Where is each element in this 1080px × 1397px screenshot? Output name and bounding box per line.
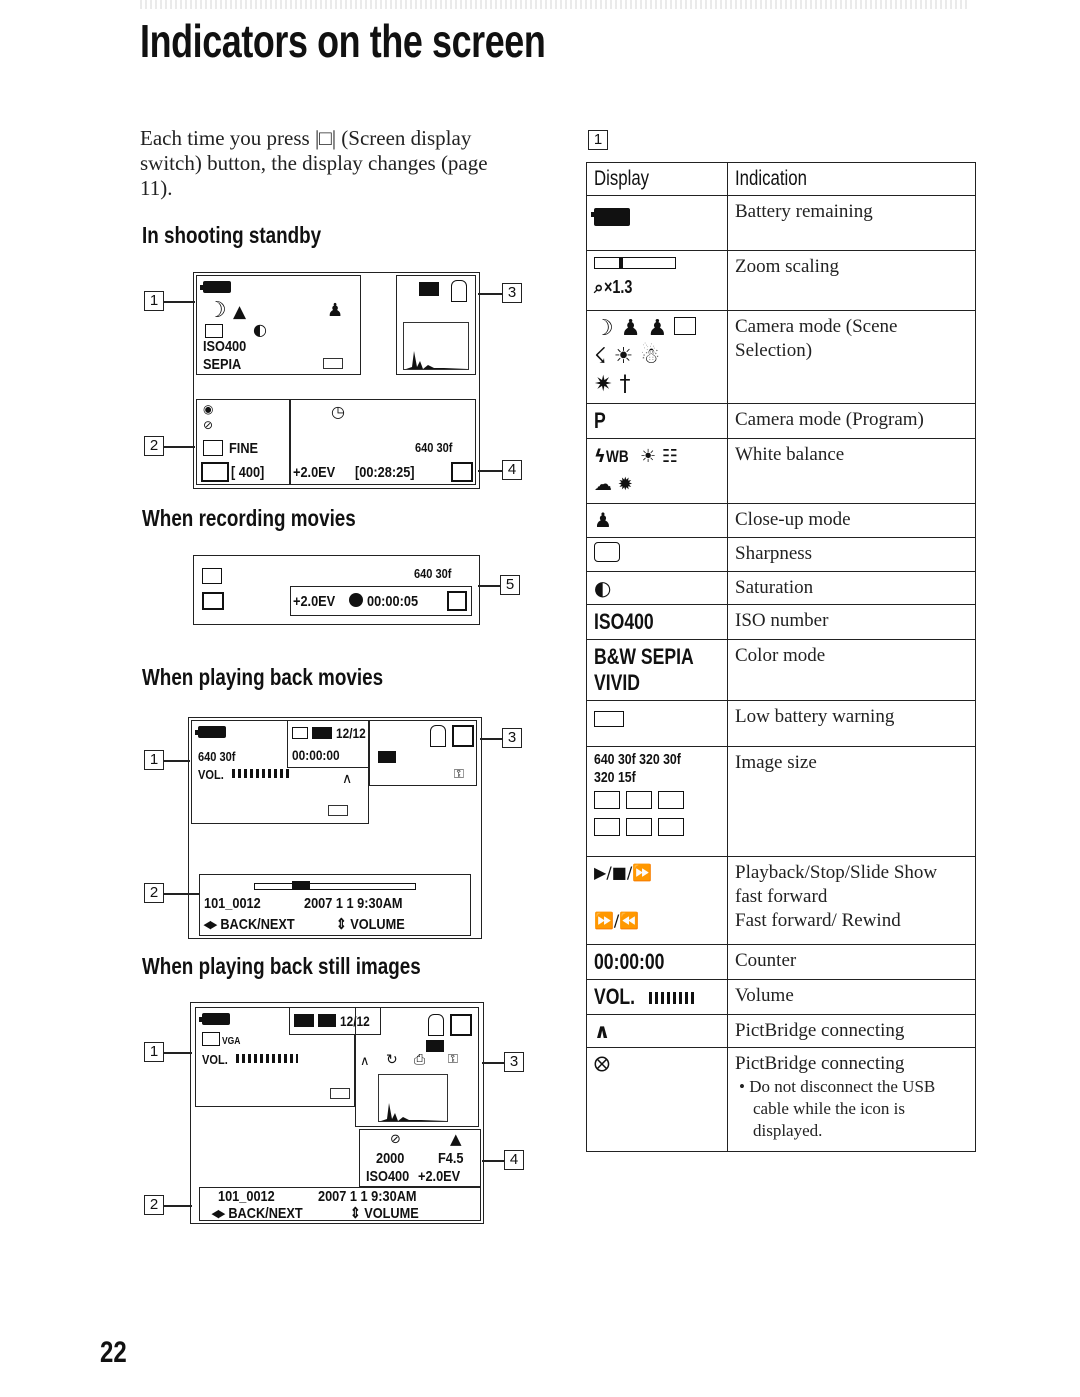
- lcd-still-zone3: [355, 1007, 479, 1127]
- size-3m-icon: [658, 791, 684, 809]
- lcd-movie-play: [188, 717, 482, 939]
- page-title: Indicators on the screen: [140, 15, 546, 67]
- rewind-icon: ⏪: [619, 911, 640, 930]
- indication-closeup: Close-up mode: [728, 504, 976, 538]
- indication-wb: White balance: [728, 439, 976, 504]
- vol-symbol: VOL.: [594, 984, 636, 1009]
- heading-playing-movies: When playing back movies: [142, 664, 384, 690]
- size-3-2-icon: [626, 791, 652, 809]
- lcd-still-zone4: [359, 1129, 481, 1187]
- lcd-still-shutter: 2000: [376, 1150, 405, 1167]
- callout-2: 2: [144, 883, 164, 903]
- color-symbol-2: VIVID: [594, 670, 640, 695]
- indicators-table: [586, 162, 976, 1152]
- landscape-icon: ▲: [233, 302, 247, 322]
- callout-3: 3: [502, 728, 522, 748]
- twilight-icon: ☽: [594, 316, 614, 341]
- header-texture: [140, 0, 970, 9]
- folder-icon: [318, 1014, 336, 1027]
- fluorescent-icon: ☷: [661, 446, 678, 467]
- histogram: [378, 1074, 448, 1122]
- pictbridge-note: • Do not disconnect the USB cable while the icon is displayed.: [739, 1077, 936, 1140]
- indication-zoom: Zoom scaling: [728, 251, 976, 311]
- daylight-icon: ☀: [639, 446, 657, 467]
- memory-stick-icon: [428, 1014, 444, 1036]
- low-battery-icon: [330, 1088, 350, 1099]
- landscape-frame-icon: [674, 317, 696, 335]
- indication-volume: Volume: [728, 980, 976, 1015]
- table-callout-1: 1: [588, 130, 608, 150]
- lcd-standby-zone4: [290, 399, 476, 485]
- color-symbol-1: B&W SEPIA: [594, 644, 694, 669]
- lcd-remaining-time: [00:28:25]: [355, 464, 415, 481]
- pictbridge-note-text: Do not disconnect the USB cable while the icon is displayed.: [749, 1077, 936, 1140]
- imgsize-icons: [594, 791, 720, 841]
- indication-program: Camera mode (Program): [728, 404, 976, 439]
- indication-counter: Counter: [728, 945, 976, 980]
- folder-icon: [426, 1040, 444, 1052]
- sport-icon: ☇: [594, 344, 607, 369]
- sharpness-icon: [205, 324, 223, 338]
- lcd-movie-rec: [193, 555, 480, 625]
- table-row: [587, 1015, 976, 1048]
- folder-icon: [378, 751, 396, 763]
- lcd-play-file: 101_0012: [204, 895, 261, 912]
- twilight-portrait-icon: ♟: [620, 316, 641, 341]
- battery-icon: [203, 281, 231, 293]
- table-row: [587, 572, 976, 605]
- lcd-still-volume: ⇕ VOLUME: [350, 1205, 419, 1222]
- table-header-row: [587, 163, 976, 196]
- indication-ffrw: Fast forward/ Rewind: [735, 910, 901, 931]
- playback-icon: [292, 727, 308, 739]
- snow-icon: ☃: [640, 344, 661, 369]
- lcd-still-ev: +2.0EV: [418, 1168, 461, 1185]
- cloudy-icon: ☁: [594, 474, 612, 495]
- battery-icon: [594, 208, 630, 226]
- callout-4: 4: [502, 460, 522, 480]
- closeup-icon: ♟: [594, 508, 612, 532]
- zoom-bar-icon: [594, 257, 676, 269]
- lcd-movie-counter: 00:00:05: [367, 593, 419, 610]
- table-row: [587, 504, 976, 538]
- zoom-magnifier-icon: ⌕: [594, 278, 604, 298]
- heading-shooting-standby: In shooting standby: [142, 222, 322, 248]
- closeup-icon: ♟: [327, 300, 344, 321]
- callout-5: 5: [500, 575, 520, 595]
- low-battery-icon: [594, 711, 624, 727]
- indication-playback: Playback/Stop/Slide Show fast forward: [735, 862, 938, 907]
- lcd-play-date: 2007 1 1 9:30AM: [304, 895, 403, 912]
- rotate-icon: ↻: [386, 1052, 398, 1068]
- lcd-play-frame: 12/12: [336, 725, 366, 741]
- playback-folder-icon: [294, 1014, 314, 1027]
- lcd-movie-play-zone3: [369, 720, 477, 786]
- movie-mode-icon: [451, 462, 473, 482]
- movie-mode-icon: [452, 725, 474, 747]
- table-row: [587, 311, 976, 404]
- lcd-quality: FINE: [229, 440, 259, 457]
- lcd-image-size: 640 30f: [415, 440, 453, 455]
- sharpness-icon: [594, 542, 620, 562]
- lcd-ev: +2.0EV: [293, 464, 336, 481]
- indication-pictbridge-2: PictBridge connecting: [735, 1053, 905, 1074]
- lcd-play-vol: VOL.: [198, 767, 224, 782]
- callout-2: 2: [144, 436, 164, 456]
- program-symbol: P: [594, 408, 606, 433]
- landscape-icon: ▲: [450, 1130, 462, 1148]
- low-battery-icon: [328, 805, 348, 816]
- callout-3: 3: [502, 283, 522, 303]
- incandescent-icon: ✹: [617, 474, 633, 495]
- slideshow-ff-icon: ⏩: [632, 863, 653, 882]
- indication-battery: Battery remaining: [728, 196, 976, 251]
- moon-icon: ☽: [207, 298, 227, 323]
- play-icon: ▶: [594, 863, 607, 882]
- header-display: Display: [594, 167, 650, 190]
- intro-text: Each time you press |□| (Screen display switch) button, the display changes (page 11).: [140, 126, 488, 200]
- callout-4: 4: [504, 1150, 524, 1170]
- self-timer-icon: ◷: [331, 402, 345, 421]
- pictbridge-icon: ∧: [594, 1019, 611, 1043]
- lcd-still-frame-count: 12/12: [340, 1013, 370, 1029]
- protect-icon: ⚿: [454, 767, 464, 782]
- lcd-standby-zone3: [396, 275, 476, 375]
- volume-bar: [236, 1054, 298, 1063]
- battery-icon: [198, 726, 226, 738]
- indication-imgsize: Image size: [728, 747, 976, 857]
- table-row: [587, 1048, 976, 1152]
- saturation-icon: ◐: [594, 576, 612, 600]
- lcd-movie-rec-zone5: [290, 586, 472, 616]
- size-vga-icon: [626, 818, 652, 836]
- folder-icon: [419, 282, 439, 296]
- lcd-still-date: 2007 1 1 9:30AM: [318, 1188, 417, 1205]
- lcd-color-mode: SEPIA: [203, 356, 242, 373]
- protect-icon: ⚿: [448, 1052, 458, 1067]
- wb-symbol: WB: [605, 447, 629, 466]
- candle-icon: †: [619, 372, 631, 397]
- imgsize-symbol-2: 320 15f: [594, 769, 636, 786]
- beach-icon: ☀: [613, 344, 634, 369]
- volume-bar-icon: [649, 992, 695, 1004]
- image-size-icon: [203, 440, 223, 456]
- page-number: 22: [100, 1336, 127, 1369]
- lcd-play-counter: 00:00:00: [292, 747, 340, 763]
- table-row: [587, 980, 976, 1015]
- lcd-still-play: [190, 1002, 484, 1224]
- lcd-standby-zone1: [196, 275, 361, 375]
- indication-sharpness: Sharpness: [728, 538, 976, 572]
- indication-scene: Camera mode (Scene Selection): [728, 311, 976, 404]
- histogram: [403, 322, 469, 370]
- pictbridge-icon: ∧: [360, 1054, 370, 1069]
- iso-symbol: ISO400: [594, 609, 654, 634]
- lcd-still-iso: ISO400: [366, 1168, 410, 1185]
- lcd-still-nav: ◂▸ BACK/NEXT: [212, 1205, 303, 1222]
- battery-icon: [202, 1013, 230, 1025]
- table-row: [587, 196, 976, 251]
- heading-recording-movies: When recording movies: [142, 505, 356, 531]
- eye-icon: ◉: [203, 402, 214, 416]
- lcd-still-vol: VOL.: [202, 1052, 228, 1067]
- size-2m-icon: [594, 818, 620, 836]
- flash-wb-icon: ϟ: [594, 446, 606, 467]
- lcd-still-size: VGA: [222, 1036, 241, 1047]
- indication-lowbat: Low battery warning: [728, 701, 976, 747]
- callout-3: 3: [504, 1052, 524, 1072]
- lcd-movie-play-counter: [287, 720, 369, 768]
- lcd-still-file: 101_0012: [218, 1188, 275, 1205]
- fast-forward-icon: ⏩: [594, 911, 614, 930]
- table-row: [587, 538, 976, 572]
- progress-bar: [254, 883, 416, 890]
- usb-connecting-icon: ⭙: [594, 1052, 610, 1076]
- movie-mode-icon: [447, 591, 467, 611]
- lcd-movie-image-size: 640 30f: [414, 566, 452, 581]
- imgsize-symbol-1: 640 30f 320 30f: [594, 751, 681, 768]
- recording-mode-icon: [202, 592, 224, 610]
- table-row: [587, 701, 976, 747]
- memory-stick-icon: [430, 725, 446, 747]
- header-indication: Indication: [735, 167, 807, 190]
- soft-snap-icon: ♟: [647, 316, 668, 341]
- lcd-iso: ISO400: [203, 338, 247, 355]
- table-row: [587, 747, 976, 857]
- indication-pictbridge-1: PictBridge connecting: [728, 1015, 976, 1048]
- indication-color: Color mode: [728, 640, 976, 701]
- lcd-movie-play-zone2: [199, 874, 471, 936]
- stop-icon: ■: [611, 863, 627, 882]
- pictbridge-icon: ∧: [342, 771, 353, 787]
- lcd-play-volume: ⇕ VOLUME: [336, 916, 405, 933]
- callout-2: 2: [144, 1195, 164, 1215]
- memory-stick-icon: [451, 280, 467, 302]
- callout-1: 1: [144, 750, 164, 770]
- callout-1: 1: [144, 291, 164, 311]
- lcd-play-nav: ◂▸ BACK/NEXT: [204, 916, 295, 933]
- zoom-scale-value: ×1.3: [603, 277, 632, 297]
- indication-iso: ISO number: [728, 605, 976, 640]
- table-row: ▶/■/⏩ ⏩/⏪ Playback/Stop/Slide Show fast forward Fast forward/ Rewind: [587, 857, 976, 945]
- recording-mode-icon: [201, 462, 229, 482]
- table-row: [587, 605, 976, 640]
- table-row: [587, 439, 976, 504]
- counter-symbol: 00:00:00: [594, 949, 665, 974]
- lcd-standby-zone2: [196, 399, 290, 485]
- heading-playing-still: When playing back still images: [142, 953, 421, 979]
- table-row: [587, 251, 976, 311]
- recording-mode-icon: [450, 1014, 472, 1036]
- size-5m-icon: [594, 791, 620, 809]
- progress-marker: [292, 881, 310, 890]
- print-icon: ⎙: [414, 1052, 426, 1068]
- callout-1: 1: [144, 1042, 164, 1062]
- record-icon: [349, 593, 363, 607]
- folder-icon: [312, 727, 332, 739]
- table-row: [587, 640, 976, 701]
- low-battery-icon: [323, 358, 343, 369]
- lcd-play-image-size: 640 30f: [198, 749, 236, 764]
- lcd-remaining: [ 400]: [231, 464, 265, 481]
- image-size-icon: [202, 1032, 220, 1046]
- size-qvga-icon: [658, 818, 684, 836]
- lcd-standby: [193, 272, 480, 489]
- indication-saturation: Saturation: [728, 572, 976, 605]
- lcd-movie-ev: +2.0EV: [293, 593, 336, 610]
- lcd-still-zone2: [199, 1187, 481, 1221]
- saturation-icon: ◐: [253, 320, 267, 339]
- flash-icon: ⊘: [203, 418, 214, 432]
- flash-icon: ⊘: [390, 1132, 401, 1147]
- volume-bar: [232, 769, 292, 778]
- table-row: [587, 404, 976, 439]
- table-row: [587, 945, 976, 980]
- lcd-still-aperture: F4.5: [438, 1150, 464, 1167]
- fireworks-icon: ✷: [594, 372, 613, 397]
- image-size-icon: [202, 568, 222, 584]
